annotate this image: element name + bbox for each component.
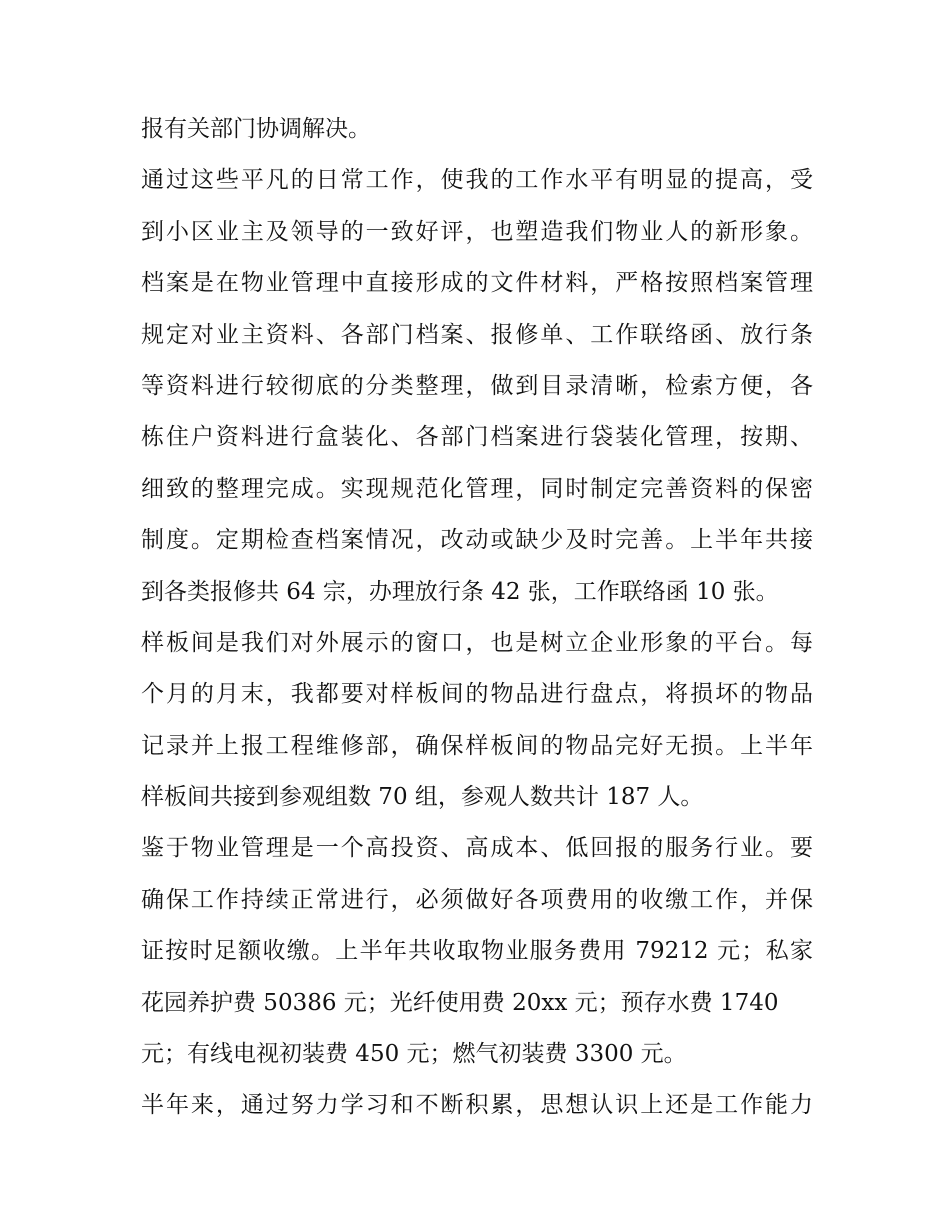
text-line: 鉴于物业管理是一个高投资、高成本、低回报的服务行业。要 <box>141 835 813 862</box>
text-line: 到各类报修共 64 宗，办理放行条 42 张，工作联络函 10 张。 <box>141 578 779 605</box>
text-line: 等资料进行较彻底的分类整理，做到目录清晰，检索方便，各 <box>141 372 813 399</box>
text-line: 细致的整理完成。实现规范化管理，同时制定完善资料的保密 <box>141 475 813 502</box>
text-line: 样板间是我们对外展示的窗口，也是树立企业形象的平台。每 <box>141 629 813 656</box>
text-line: 确保工作持续正常进行，必须做好各项费用的收缴工作，并保 <box>141 886 813 913</box>
text-line: 证按时足额收缴。上半年共收取物业服务费用 79212 元；私家 <box>141 938 813 965</box>
text-line: 通过这些平凡的日常工作，使我的工作水平有明显的提高，受 <box>141 167 813 194</box>
text-line: 元；有线电视初装费 450 元；燃气初装费 3300 元。 <box>141 1041 687 1068</box>
text-line: 栋住户资料进行盒装化、各部门档案进行袋装化管理，按期、 <box>141 424 813 451</box>
text-line: 个月的月末，我都要对样板间的物品进行盘点，将损坏的物品 <box>141 681 813 708</box>
text-line: 档案是在物业管理中直接形成的文件材料，严格按照档案管理 <box>141 270 813 297</box>
text-line: 记录并上报工程维修部，确保样板间的物品完好无损。上半年 <box>141 732 813 759</box>
text-line: 制度。定期检查档案情况，改动或缺少及时完善。上半年共接 <box>141 527 813 554</box>
text-line: 样板间共接到参观组数 70 组，参观人数共计 187 人。 <box>141 784 704 811</box>
text-line: 花园养护费 50386 元；光纤使用费 20xx 元；预存水费 1740 <box>141 989 779 1016</box>
text-line: 报有关部门协调解决。 <box>141 116 371 142</box>
body-text <box>141 104 813 1132</box>
text-line: 到小区业主及领导的一致好评，也塑造我们物业人的新形象。 <box>141 218 813 245</box>
text-line: 半年来，通过努力学习和不断积累，思想认识上还是工作能力 <box>141 1092 813 1119</box>
text-line: 规定对业主资料、各部门档案、报修单、工作联络函、放行条 <box>141 321 813 348</box>
